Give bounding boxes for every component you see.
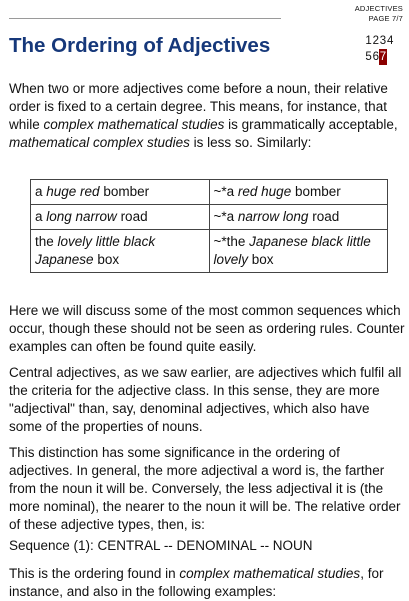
page-link-1[interactable]: 1 bbox=[365, 35, 372, 47]
cell-text: a bbox=[35, 209, 47, 224]
cell-text: road bbox=[308, 209, 340, 224]
table-row bbox=[31, 180, 388, 205]
table-row bbox=[31, 230, 388, 273]
intro-example-unacceptable: mathematical complex studies bbox=[9, 135, 190, 150]
table-row bbox=[31, 205, 388, 230]
cell-text: box bbox=[248, 252, 274, 267]
examples-table bbox=[30, 179, 388, 273]
table-cell-unacceptable bbox=[209, 230, 388, 273]
cell-adjectives: narrow long bbox=[237, 209, 309, 224]
cell-text: ~*a bbox=[213, 209, 238, 224]
page-title: The Ordering of Adjectives bbox=[9, 34, 271, 57]
intro-text-b: is grammatically acceptable, bbox=[224, 117, 398, 132]
page-indicator: PAGE 7/7 bbox=[368, 14, 403, 23]
page-link-5[interactable]: 5 bbox=[365, 51, 372, 63]
cell-adjectives: long narrow bbox=[46, 209, 117, 224]
page-link-6[interactable]: 6 bbox=[372, 51, 379, 63]
cell-text: road bbox=[116, 209, 148, 224]
table-cell-unacceptable bbox=[209, 205, 388, 230]
cell-text: box bbox=[93, 252, 120, 267]
table-cell-acceptable bbox=[31, 180, 210, 205]
intro-text-c: is less so. Similarly: bbox=[189, 135, 312, 150]
page-link-2[interactable]: 2 bbox=[372, 35, 379, 47]
cell-adjectives: lovely little black Japanese bbox=[35, 234, 156, 267]
page-navigation bbox=[365, 33, 401, 65]
intro-paragraph bbox=[9, 80, 405, 152]
table-cell-unacceptable bbox=[209, 180, 388, 205]
table-cell-acceptable bbox=[31, 205, 210, 230]
cell-text: ~*a bbox=[213, 184, 238, 199]
page-link-4[interactable]: 4 bbox=[386, 35, 394, 47]
closing-text-b: , for instance, and also in the following examples: bbox=[9, 566, 384, 599]
header-rule bbox=[9, 18, 281, 19]
section-label: ADJECTIVES bbox=[354, 4, 403, 13]
page-nav-row-2 bbox=[365, 49, 401, 65]
header-meta bbox=[355, 4, 403, 24]
closing-paragraph bbox=[9, 565, 405, 601]
cell-adjectives: Japanese black little lovely bbox=[213, 234, 371, 267]
intro-example-acceptable: complex mathematical studies bbox=[43, 117, 225, 132]
table-cell-acceptable bbox=[31, 230, 210, 273]
cell-text: the bbox=[35, 234, 58, 249]
sequence-line: Sequence (1): CENTRAL -- DENOMINAL -- NOUN bbox=[9, 538, 313, 553]
cell-text: bomber bbox=[99, 184, 150, 199]
page-nav-row-1 bbox=[365, 33, 401, 49]
page-link-3[interactable]: 3 bbox=[379, 35, 387, 47]
ordering-significance-paragraph: This distinction has some significance in the ordering of adjectives. In general, the more adjectival a word is, the farther from the noun it will be. Conversely, the less adjectival it is (the more nominal), the nearer to the noun it will be. The relative order of these adjective types, then, is: bbox=[9, 445, 401, 532]
closing-text-a: This is the ordering found in bbox=[9, 566, 180, 581]
cell-adjectives: red huge bbox=[237, 184, 292, 199]
page-link-7-current[interactable]: 7 bbox=[379, 51, 387, 63]
intro-text-a: When two or more adjectives come before a noun, their relative order is fixed to a certain degree. This means, for instance, that while bbox=[9, 81, 388, 132]
central-adjectives-paragraph: Central adjectives, as we saw earlier, are adjectives which fulfil all the criteria for the adjective class. In this sense, they are more "adjectival" than, say, denominal adjectives, which also have some of the properties of nouns. bbox=[9, 365, 402, 434]
cell-adjectives: huge red bbox=[46, 184, 100, 199]
cell-text: ~*the bbox=[213, 234, 250, 249]
cell-text: a bbox=[35, 184, 47, 199]
cell-text: bomber bbox=[291, 184, 341, 199]
discussion-paragraph: Here we will discuss some of the most common sequences which occur, though these should not be seen as ordering rules. Counter examples can often be found quite easily. bbox=[9, 303, 405, 354]
closing-example: complex mathematical studies bbox=[179, 566, 361, 581]
